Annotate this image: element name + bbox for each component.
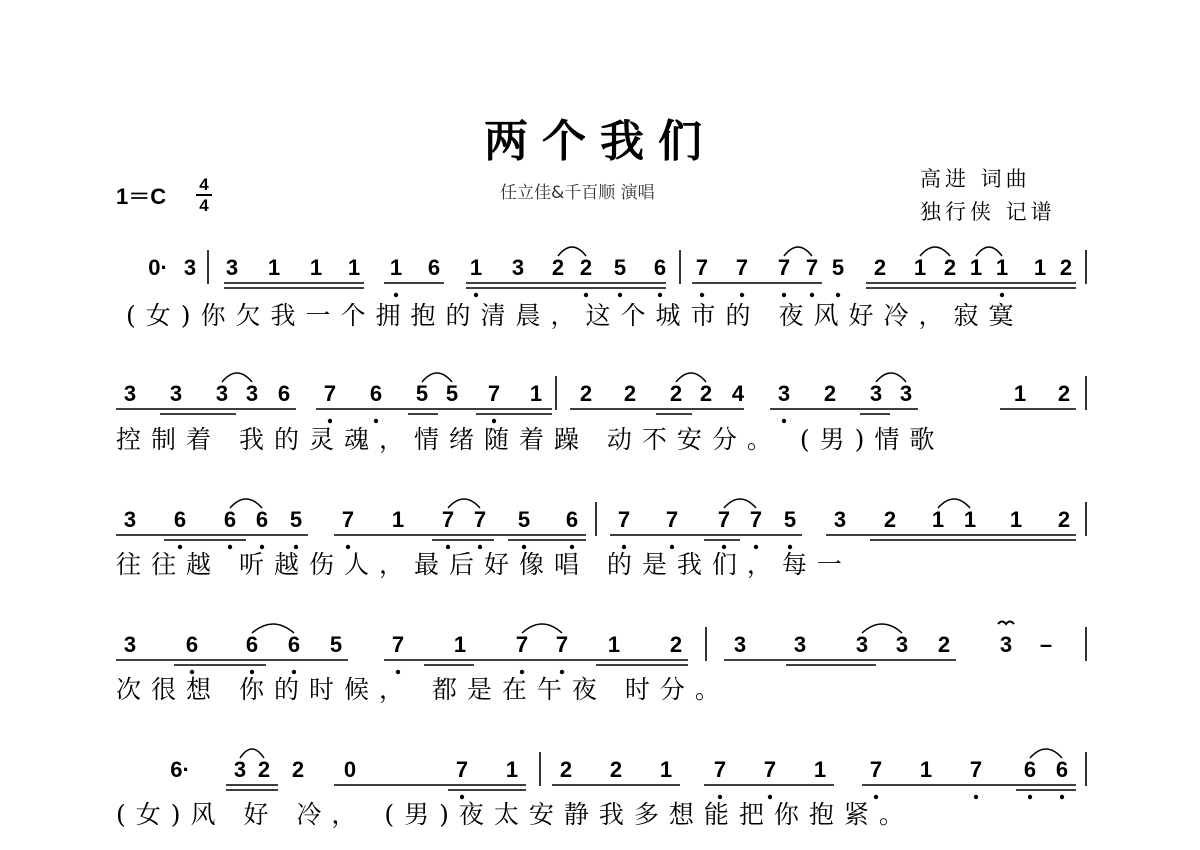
tie-arc [422,373,452,382]
note: 3 [123,381,137,406]
low-octave-dot [700,293,704,297]
low-octave-dot [740,293,744,297]
transcriber-credit: 独行侠 记谱 [920,200,1056,224]
note: 6 [185,632,199,657]
note: 2 [551,255,565,280]
note: 1 [1033,255,1047,280]
tie-arc [784,247,812,256]
low-octave-dot [346,545,350,549]
low-octave-dot [1000,293,1004,297]
low-octave-dot [570,545,574,549]
time-signature-top: 4 [199,175,209,194]
note: 1 [1013,381,1027,406]
note: 7 [869,757,883,782]
note: 5 [415,381,429,406]
low-octave-dot [584,293,588,297]
low-octave-dot [782,293,786,297]
low-octave-dot [810,293,814,297]
note: 7 [323,381,337,406]
lyric-line: 控制着 我的灵魂，情绪随着躁 动不安分。 (男)情歌 [116,425,945,454]
note: 1 [391,507,405,532]
note: 6 [653,255,667,280]
note: 1 [309,255,323,280]
low-octave-dot [618,293,622,297]
note: 1 [1009,507,1023,532]
note: 6 [1023,757,1037,782]
tie-arc [938,499,970,508]
note: 6 [223,507,237,532]
note: 2 [937,632,951,657]
note: 7 [763,757,777,782]
note: 6 [173,507,187,532]
note: 5 [329,632,343,657]
note: 7 [555,632,569,657]
note: 2 [579,255,593,280]
note: 7 [341,507,355,532]
note: 5 [517,507,531,532]
low-octave-dot [190,670,194,674]
low-octave-dot [782,419,786,423]
lyric-line: (女)你欠我一个拥抱的清晨，这个城市的 夜风好冷，寂寞 [126,301,1024,330]
note: 1 [995,255,1009,280]
singers-label: 任立佳&千百顺 演唱 [500,183,655,203]
note: 5 [831,255,845,280]
low-octave-dot [754,545,758,549]
note: 3 [123,632,137,657]
lyric-line: 往往越 听越伤人，最后好像唱 的是我们，每一 [116,550,852,579]
note: 6 [427,255,441,280]
low-octave-dot [250,670,254,674]
note: 6· [170,757,190,782]
note: 7 [455,757,469,782]
note: 3 [733,632,747,657]
note: 3 [895,632,909,657]
note: 1 [813,757,827,782]
low-octave-dot [446,545,450,549]
tie-arc [876,373,906,382]
note: 2 [823,381,837,406]
note: 2 [1057,381,1071,406]
tie-arc [230,499,262,508]
tie-arc [448,499,480,508]
note: 7 [617,507,631,532]
note: 5 [289,507,303,532]
note: 2 [559,757,573,782]
note: – [1039,632,1053,657]
note: 4 [731,381,745,406]
note: 6 [255,507,269,532]
tie-arc [1030,749,1062,758]
note: 1 [913,255,927,280]
low-octave-dot [520,670,524,674]
note: 7 [735,255,749,280]
note: 2 [257,757,271,782]
note: 2 [873,255,887,280]
note: 7 [749,507,763,532]
tie-arc [522,624,562,633]
low-octave-dot [722,545,726,549]
note: 7 [487,381,501,406]
low-octave-dot [460,795,464,799]
low-octave-dot [788,545,792,549]
lyric-line: (女)风 好 冷， (男)夜太安静我多想能把你抱紧。 [116,800,914,829]
note: 2 [1059,255,1073,280]
note: 2 [669,381,683,406]
note: 1 [453,632,467,657]
note: 3 [233,757,247,782]
note: 1 [505,757,519,782]
low-octave-dot [836,293,840,297]
note: 3 [123,507,137,532]
note: 1 [963,507,977,532]
time-signature-bottom: 4 [199,196,209,215]
note: 7 [441,507,455,532]
low-octave-dot [560,670,564,674]
low-octave-dot [394,293,398,297]
low-octave-dot [474,293,478,297]
note: 2 [669,632,683,657]
low-octave-dot [522,545,526,549]
note: 3 [833,507,847,532]
low-octave-dot [1028,795,1032,799]
note: 6 [565,507,579,532]
lyricist-composer-credit: 高进 词曲 [920,167,1031,191]
low-octave-dot [974,795,978,799]
low-octave-dot [874,795,878,799]
note: 5 [445,381,459,406]
low-octave-dot [658,293,662,297]
note: 1 [931,507,945,532]
note: 2 [291,757,305,782]
trill-mark [998,622,1014,625]
note: 7 [515,632,529,657]
tie-arc [862,624,902,633]
tie-arc [240,749,264,758]
note: 7 [391,632,405,657]
tie-arc [558,247,586,256]
note: 3 [511,255,525,280]
note: 3 [183,255,197,280]
low-octave-dot [228,545,232,549]
low-octave-dot [768,795,772,799]
note: 2 [623,381,637,406]
note: 2 [1057,507,1071,532]
note: 6 [287,632,301,657]
tie-arc [920,247,950,256]
note: 7 [695,255,709,280]
note: 0 [343,757,357,782]
note: 2 [579,381,593,406]
note: 1 [659,757,673,782]
note: 7 [969,757,983,782]
note: 3 [999,632,1013,657]
note: 6 [245,632,259,657]
low-octave-dot [1060,795,1064,799]
note: 1 [919,757,933,782]
song-title: 两个我们 [484,116,716,167]
low-octave-dot [178,545,182,549]
note: 7 [777,255,791,280]
tie-arc [252,624,294,633]
note: 7 [713,757,727,782]
note: 3 [855,632,869,657]
low-octave-dot [294,545,298,549]
note: 1 [969,255,983,280]
note: 6 [369,381,383,406]
low-octave-dot [622,545,626,549]
tie-arc [222,373,252,382]
note: 7 [473,507,487,532]
low-octave-dot [718,795,722,799]
note: 3 [169,381,183,406]
low-octave-dot [292,670,296,674]
note: 3 [869,381,883,406]
note: 5 [783,507,797,532]
note: 1 [389,255,403,280]
low-octave-dot [492,419,496,423]
note: 1 [267,255,281,280]
low-octave-dot [478,545,482,549]
note: 1 [469,255,483,280]
tie-arc [724,499,756,508]
tie-arc [676,373,706,382]
low-octave-dot [260,545,264,549]
note: 3 [215,381,229,406]
note: 1 [529,381,543,406]
note: 2 [609,757,623,782]
note: 7 [805,255,819,280]
low-octave-dot [374,419,378,423]
note: 2 [883,507,897,532]
note: 0· [148,255,168,280]
low-octave-dot [396,670,400,674]
low-octave-dot [670,545,674,549]
note: 7 [665,507,679,532]
key-signature: 1＝C [116,184,167,209]
note: 2 [699,381,713,406]
note: 6 [1055,757,1069,782]
lyric-line: 次很想 你的时候， 都是在午夜 时分。 [116,675,730,704]
note: 1 [607,632,621,657]
note: 5 [613,255,627,280]
note: 1 [347,255,361,280]
note: 3 [225,255,239,280]
note: 3 [777,381,791,406]
note: 6 [277,381,291,406]
note: 3 [793,632,807,657]
tie-arc [976,247,1002,256]
low-octave-dot [328,419,332,423]
note: 3 [899,381,913,406]
note: 2 [943,255,957,280]
note: 3 [245,381,259,406]
note: 7 [717,507,731,532]
